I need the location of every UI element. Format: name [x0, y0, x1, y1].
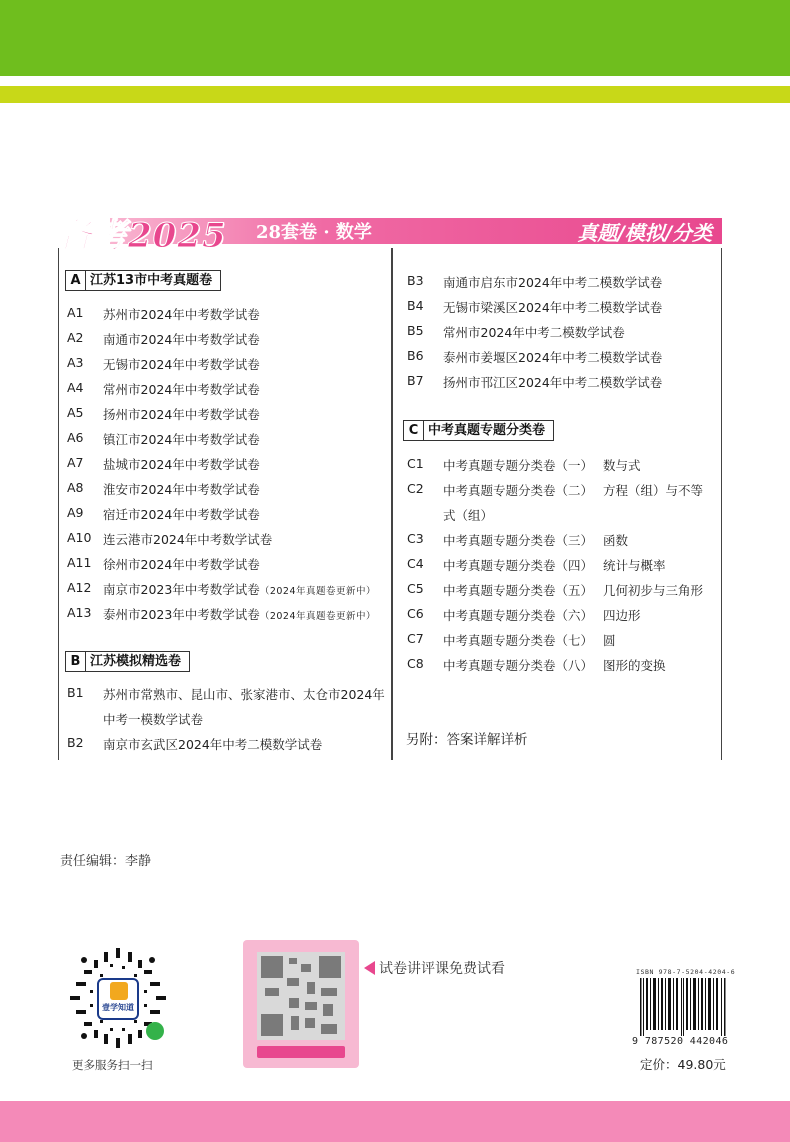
editor-credit: 责任编辑：李静 [60, 854, 152, 869]
item-code: A8 [67, 480, 84, 495]
item-title: 中考真题专题分类卷（三） [443, 533, 594, 548]
item-code: A5 [67, 405, 84, 420]
item-title: 淮安市2024年中考数学试卷 [103, 482, 260, 497]
item-title: 中考真题专题分类卷（八） [443, 658, 594, 673]
item-topic: 方程（组）与不等 [603, 483, 704, 498]
item-title: 常州市2024年中考数学试卷 [103, 382, 260, 397]
item-code: C4 [407, 556, 424, 571]
item-code: C1 [407, 456, 424, 471]
item-code: A13 [67, 605, 92, 620]
item-topic-line2: 式（组） [443, 508, 494, 523]
item-title: 中考真题专题分类卷（一） [443, 458, 594, 473]
section-b-title: 江苏模拟精选卷 [90, 654, 182, 669]
section-a-title: 江苏13市中考真题卷 [90, 273, 213, 288]
item-code: B6 [407, 348, 424, 363]
item-code: B3 [407, 273, 424, 288]
item-title-line2: 中考一模数学试卷 [103, 712, 204, 727]
item-code: A6 [67, 430, 84, 445]
qr-scan-label: 更多服务扫一扫 [72, 1058, 153, 1072]
item-code: A1 [67, 305, 84, 320]
item-title: 苏州市常熟市、昆山市、张家港市、太仓市2024年 [103, 687, 385, 702]
item-title: 盐城市2024年中考数学试卷 [103, 457, 260, 472]
update-note: （2024年真题卷更新中） [259, 586, 376, 597]
section-c-title: 中考真题专题分类卷 [428, 423, 546, 438]
item-title: 中考真题专题分类卷（六） [443, 608, 594, 623]
item-title: 泰州市姜堰区2024年中考二模数学试卷 [443, 350, 663, 365]
item-topic: 函数 [603, 533, 629, 548]
book-price: 定价：49.80元 [640, 1057, 726, 1072]
section-b-letter: B [66, 652, 86, 671]
item-title: 南通市2024年中考数学试卷 [103, 332, 260, 347]
item-code: C5 [407, 581, 424, 596]
series-banner [58, 214, 722, 256]
section-a-letter: A [66, 271, 86, 290]
item-title: 镇江市2024年中考数学试卷 [103, 432, 260, 447]
banner-subtitle: 28套卷 · 数学 [256, 222, 372, 243]
update-note: （2024年真题卷更新中） [259, 611, 376, 622]
pointer-arrow-icon [364, 961, 375, 975]
item-code: A11 [67, 555, 92, 570]
item-title: 中考真题专题分类卷（二） [443, 483, 594, 498]
item-code: B4 [407, 298, 424, 313]
top-lime-stripe [0, 86, 790, 103]
item-code: C3 [407, 531, 424, 546]
item-title: 南京市玄武区2024年中考二模数学试卷 [103, 737, 323, 752]
item-title: 无锡市梁溪区2024年中考二模数学试卷 [443, 300, 663, 315]
answer-appendix-note: 另附：答案详解详析 [406, 732, 528, 748]
isbn-barcode [640, 978, 726, 1036]
section-c-header [403, 420, 554, 441]
section-a-header [65, 270, 221, 291]
item-title: 无锡市2024年中考数学试卷 [103, 357, 260, 372]
item-code: A12 [67, 580, 92, 595]
mini-program-icon [146, 1022, 164, 1040]
item-topic: 几何初步与三角形 [603, 583, 704, 598]
item-code: B2 [67, 735, 84, 750]
item-topic: 四边形 [603, 608, 641, 623]
item-code: C8 [407, 656, 424, 671]
free-trial-promo[interactable] [364, 958, 505, 978]
barcode-digits: 9 787520 442046 [632, 1036, 729, 1047]
item-topic: 图形的变换 [603, 658, 666, 673]
section-b-header [65, 651, 190, 672]
item-topic: 圆 [603, 633, 616, 648]
top-green-band [0, 0, 790, 76]
item-code: B7 [407, 373, 424, 388]
item-title [103, 605, 376, 623]
item-code: C7 [407, 631, 424, 646]
item-topic: 数与式 [603, 458, 641, 473]
promo-text: 试卷讲评课免费试看 [379, 961, 505, 977]
item-title: 常州市2024年中考二模数学试卷 [443, 325, 625, 340]
item-topic: 统计与概率 [603, 558, 666, 573]
item-title: 徐州市2024年中考数学试卷 [103, 557, 260, 572]
item-title-text: 泰州市2023年中考数学试卷 [103, 607, 260, 622]
item-title: 中考真题专题分类卷（七） [443, 633, 594, 648]
lecture-qr-card[interactable] [243, 940, 359, 1068]
bottom-pink-band [0, 1101, 790, 1142]
contents-left-column [58, 248, 392, 760]
item-code: A9 [67, 505, 84, 520]
lecture-qr-code [257, 952, 345, 1040]
item-code: C2 [407, 481, 424, 496]
item-title: 连云港市2024年中考数学试卷 [103, 532, 273, 547]
item-title: 宿迁市2024年中考数学试卷 [103, 507, 260, 522]
item-title: 扬州市2024年中考数学试卷 [103, 407, 260, 422]
item-code: A2 [67, 330, 84, 345]
brand-logo-text: 壹学知道 [102, 1003, 134, 1012]
item-code: B1 [67, 685, 84, 700]
banner-right-label: 真题/模拟/分类 [577, 221, 712, 245]
section-c-letter: C [404, 421, 424, 440]
contents-right-column [392, 248, 722, 760]
item-title: 苏州市2024年中考数学试卷 [103, 307, 260, 322]
item-title-text: 南京市2023年中考数学试卷 [103, 582, 260, 597]
item-code: A10 [67, 530, 92, 545]
banner-title: 备考2025 [58, 216, 227, 256]
item-code: C6 [407, 606, 424, 621]
item-title: 中考真题专题分类卷（五） [443, 583, 594, 598]
brand-logo [97, 978, 139, 1020]
item-code: A7 [67, 455, 84, 470]
item-code: A3 [67, 355, 84, 370]
lecture-qr-tag [257, 1046, 345, 1058]
item-title [103, 580, 376, 598]
isbn-number: ISBN 978-7-5204-4204-6 [636, 968, 736, 976]
item-title: 扬州市邗江区2024年中考二模数学试卷 [443, 375, 663, 390]
item-code: B5 [407, 323, 424, 338]
item-title: 中考真题专题分类卷（四） [443, 558, 594, 573]
item-code: A4 [67, 380, 84, 395]
item-title: 南通市启东市2024年中考二模数学试卷 [443, 275, 663, 290]
mini-program-qr-code[interactable] [64, 946, 172, 1050]
brand-logo-mark-icon [110, 982, 128, 1000]
